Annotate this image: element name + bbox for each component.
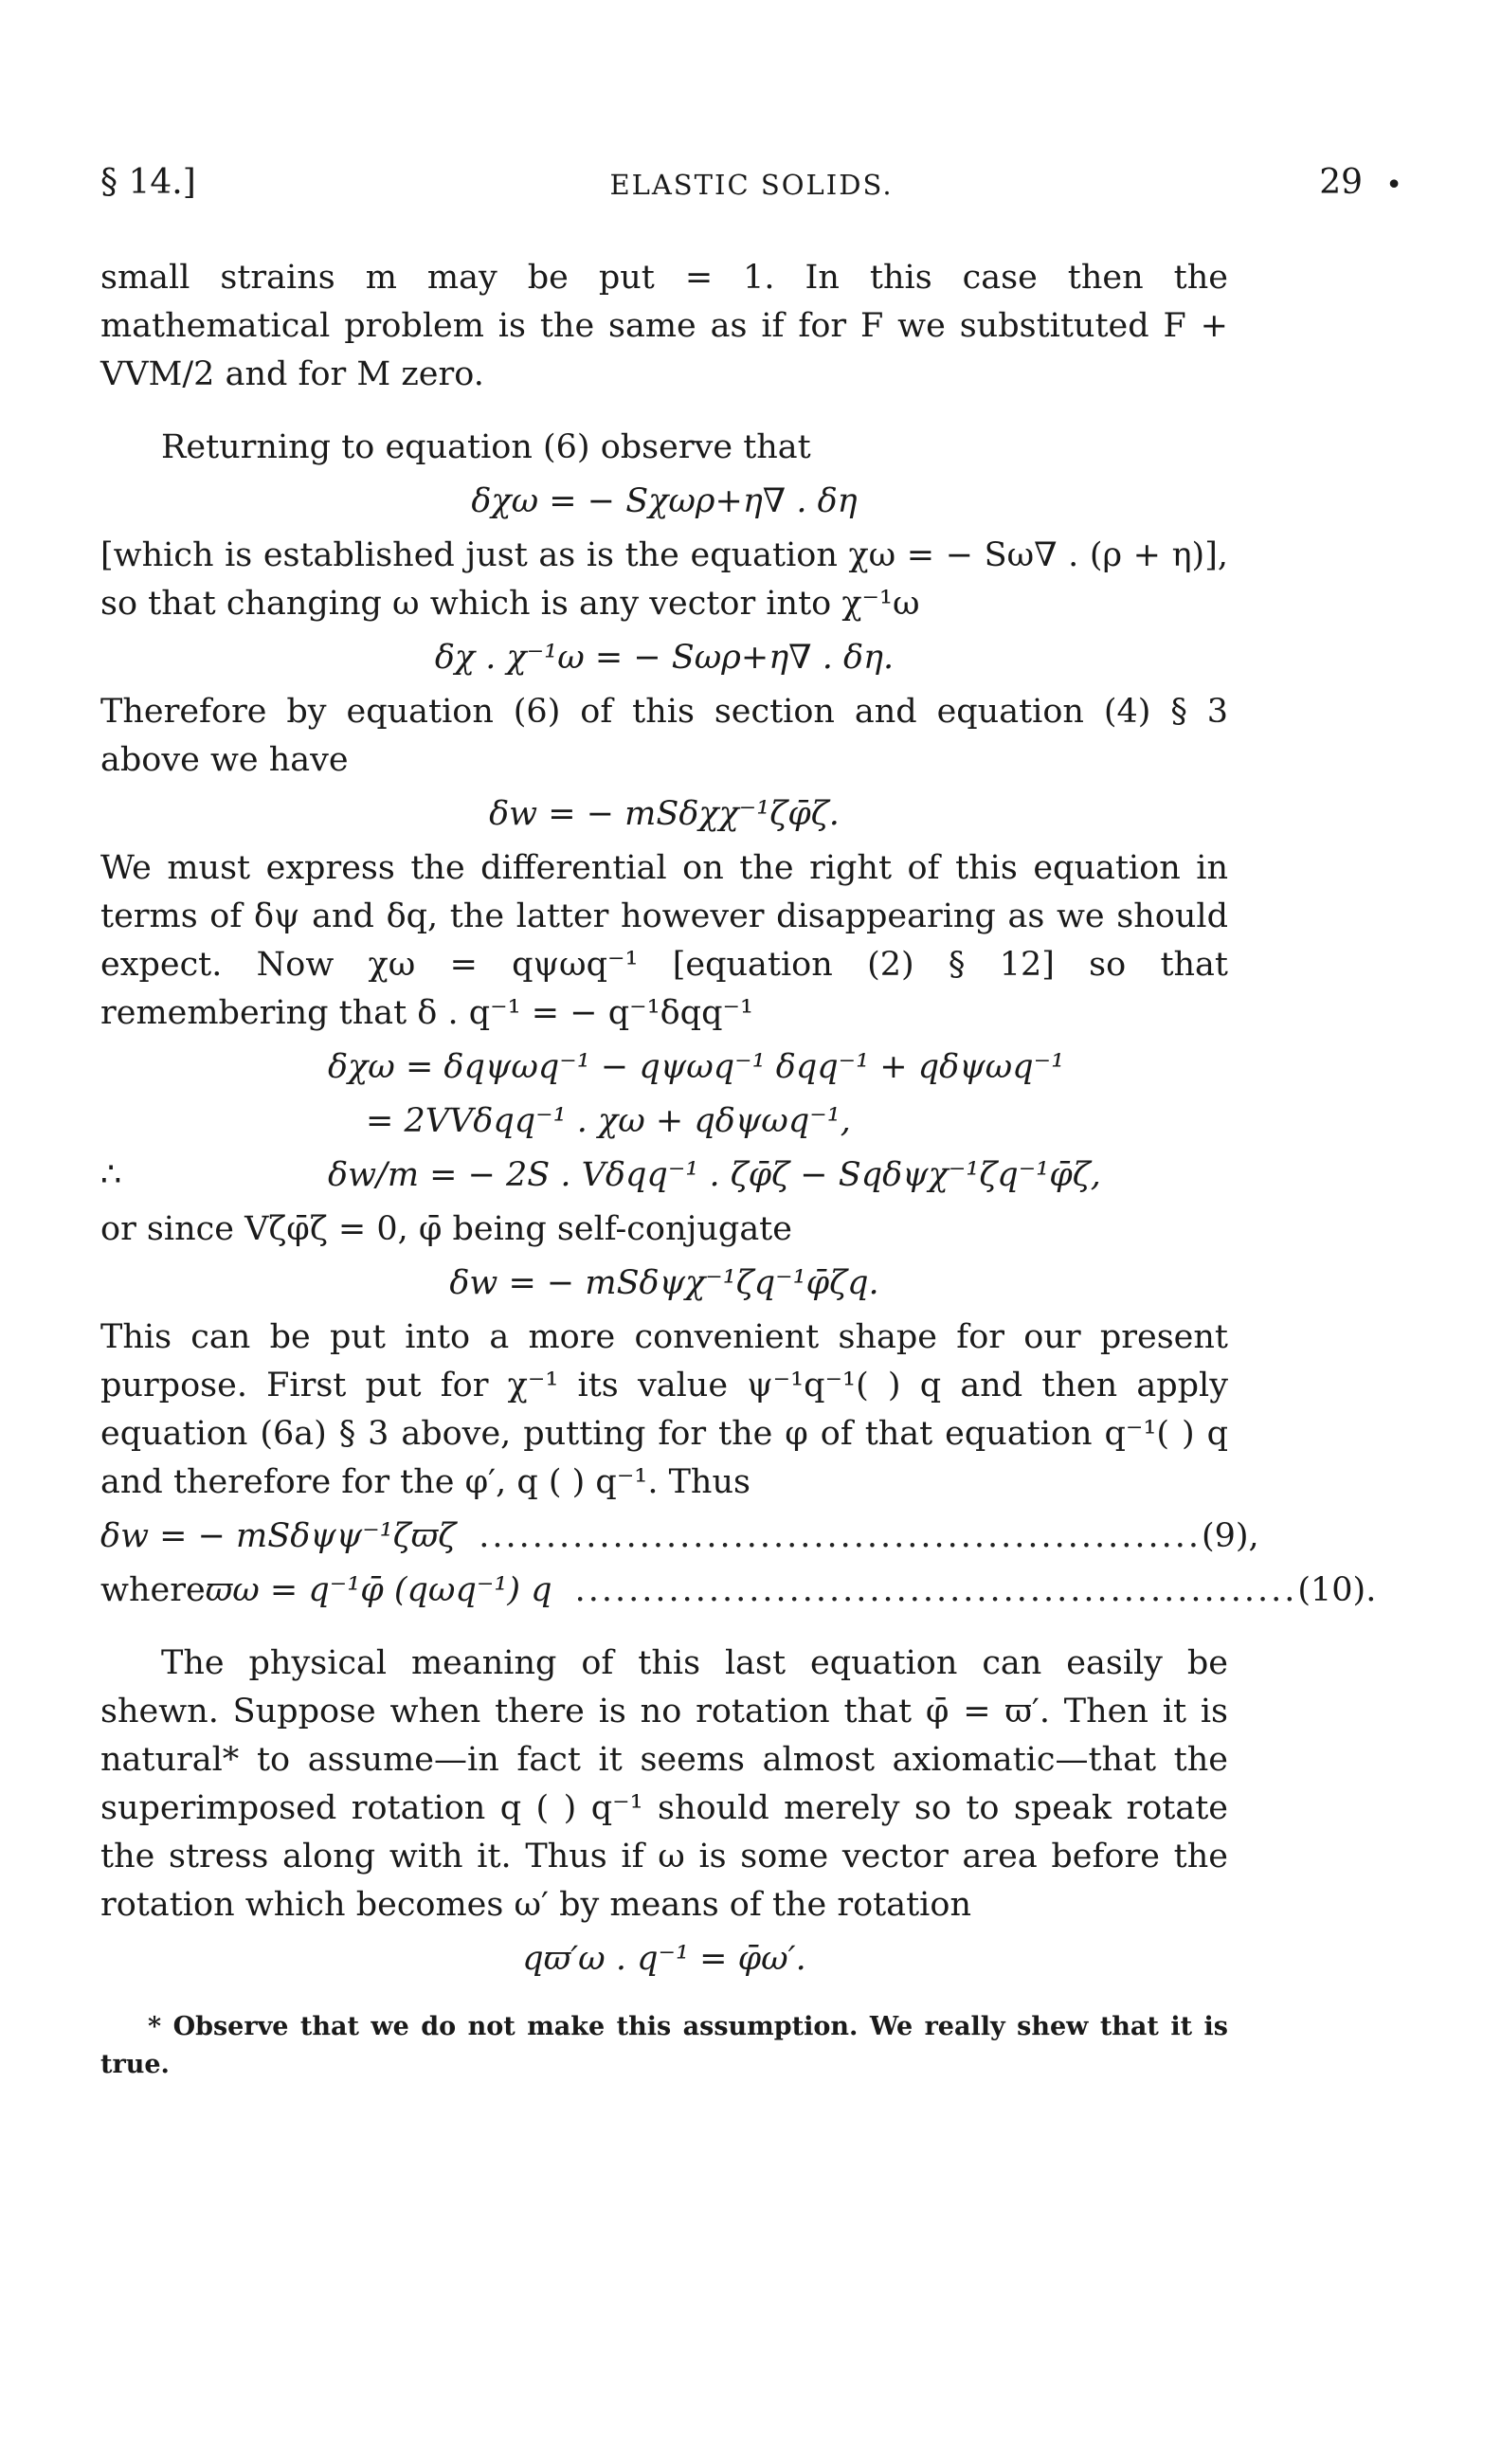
- page-number: 29: [1319, 163, 1363, 202]
- margin-dot: •: [1385, 169, 1402, 202]
- paragraph-8: The physical meaning of this last equation can easily be shewn. Suppose when there is no rotation that φ̄ = ϖ′. Then it is natural* to assume—in fact it seems almost axiomatic—that the superimposed rotation q ( ) q⁻¹ should merely so to speak rotate the stress along with it. Thus if ω is some vector area before the rotation which becomes ω′ by means of the rotation: [100, 1644, 1228, 1924]
- equation-4b: = 2VVδqq⁻¹ . χω + qδψωq⁻¹,: [366, 1102, 851, 1140]
- equation-7-number: (9),: [1201, 1517, 1259, 1555]
- paragraph-6: or since Vζφ̄ζ = 0, φ̄ being self-conjugate: [100, 1210, 792, 1248]
- equation-8-number: (10).: [1297, 1571, 1377, 1609]
- leader-dots: ......................................................: [574, 1571, 1298, 1609]
- equation-5-row: [100, 1151, 1228, 1200]
- paragraph-5: We must express the differential on the right of this equation in terms of δψ and δq, the latter however disappearing as we should expect. Now χω = qψωq⁻¹ [equation (2) § 12] so that remembering that δ . q⁻¹ = − q⁻¹δqq⁻¹: [100, 849, 1228, 1032]
- leader-dots: ......................................................: [479, 1517, 1202, 1555]
- equation-5: δw/m = − 2S . Vδqq⁻¹ . ζφ̄ζ − Sqδψχ⁻¹ζq⁻¹φ̄ζ,: [328, 1156, 1101, 1194]
- running-header: [100, 163, 1402, 208]
- paragraph-2: Returning to equation (6) observe that: [161, 428, 811, 466]
- paragraph-4: Therefore by equation (6) of this section and equation (4) § 3 above we have: [100, 693, 1228, 779]
- equation-1: δχω = − Sχωρ+η∇ . δη: [471, 482, 858, 520]
- equation-2: δχ . χ⁻¹ω = − Sωρ+η∇ . δη.: [434, 639, 895, 677]
- equation-7-row: [100, 1513, 1259, 1561]
- therefore-symbol: ∴: [100, 1156, 122, 1194]
- equation-9: qϖ′ω . q⁻¹ = φ̄ω′.: [522, 1940, 806, 1978]
- where-label: where: [100, 1571, 206, 1609]
- paragraph-7: This can be put into a more convenient shape for our present purpose. First put for χ⁻¹ its value ψ⁻¹q⁻¹( ) q and then apply equation (6a) § 3 above, putting for the φ of that equation q⁻¹( ) q and therefore for the φ′, q ( ) q⁻¹. Thus: [100, 1318, 1228, 1501]
- footnote-text: * Observe that we do not make this assumption. We really shew that it is true.: [100, 2012, 1228, 2079]
- equation-7: δw = − mSδψψ⁻¹ζϖζ: [100, 1517, 457, 1555]
- equation-4a-row: [100, 1043, 1228, 1092]
- equation-8-row: [100, 1567, 1377, 1615]
- main-text: [100, 254, 1377, 2084]
- equation-6: δw = − mSδψχ⁻¹ζq⁻¹φ̄ζq.: [449, 1264, 879, 1302]
- section-marker: § 14.]: [100, 163, 196, 202]
- equation-4b-row: [100, 1097, 1228, 1146]
- equation-4a: δχω = δqψωq⁻¹ − qψωq⁻¹ δqq⁻¹ + qδψωq⁻¹: [328, 1048, 1065, 1086]
- equation-8: ϖω = q⁻¹φ̄ (qωq⁻¹) q: [205, 1571, 552, 1609]
- paragraph-3: [which is established just as is the equation χω = − Sω∇ . (ρ + η)], so that changing ω which is any vector into χ⁻¹ω: [100, 536, 1228, 623]
- equation-3: δw = − mSδχχ⁻¹ζφ̄ζ.: [489, 795, 840, 833]
- footnote: [100, 2008, 1228, 2084]
- paragraph-1: small strains m may be put = 1. In this case then the mathematical problem is the same as if for F we substituted F + VVM/2 and for M zero.: [100, 259, 1228, 393]
- running-title: ELASTIC SOLIDS.: [609, 169, 894, 201]
